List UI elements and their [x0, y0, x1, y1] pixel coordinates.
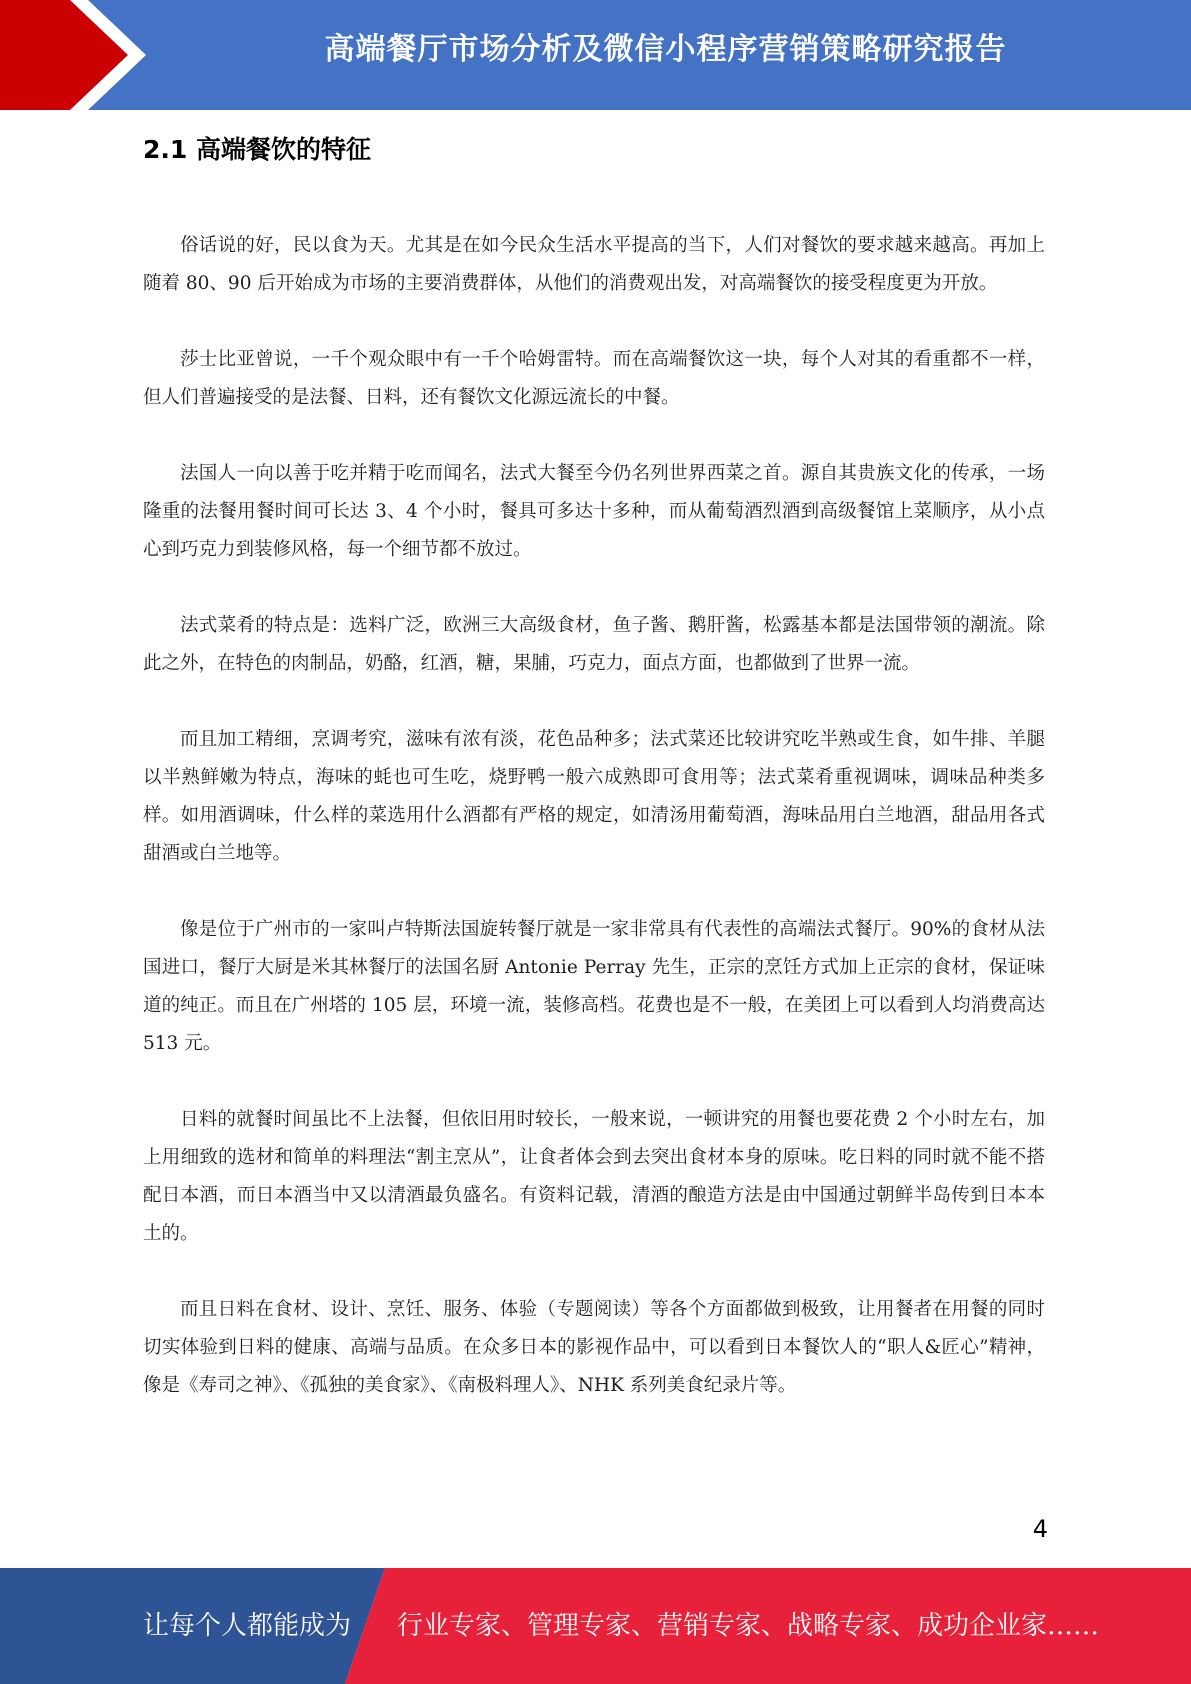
footer-banner — [0, 1568, 1191, 1684]
footer-slogan-right: 行业专家、管理专家、营销专家、战略专家、成功企业家…… — [397, 1611, 1100, 1641]
header-chevron-decoration — [0, 0, 160, 110]
paragraph: 法国人一向以善于吃并精于吃而闻名，法式大餐至今仍名列世界西菜之首。源自其贵族文化的传承，一场隆重的法餐用餐时间可长达 3、4 个小时，餐具可多达十多种，而从葡萄酒烈酒到高级餐馆上菜顺序，从小点心到巧克力到装修风格，每一个细节都不放过。 — [143, 463, 1045, 560]
section-title: 2.1 高端餐饮的特征 — [143, 135, 371, 164]
header-banner — [0, 0, 1191, 110]
body-text — [143, 227, 1045, 1405]
paragraph: 而且日料在食材、设计、烹饪、服务、体验（专题阅读）等各个方面都做到极致，让用餐者在用餐的同时切实体验到日料的健康、高端与品质。在众多日本的影视作品中，可以看到日本餐饮人的“职人&匠心”精神，像是《寿司之神》、《孤独的美食家》、《南极料理人》、NHK 系列美食纪录片等。 — [143, 1299, 1045, 1396]
paragraph: 俗话说的好，民以食为天。尤其是在如今民众生活水平提高的当下，人们对餐饮的要求越来越高。再加上随着 80、90 后开始成为市场的主要消费群体，从他们的消费观出发，对高端餐饮的接受程度更为开放。 — [143, 235, 1045, 294]
paragraph: 莎士比亚曾说，一千个观众眼中有一千个哈姆雷特。而在高端餐饮这一块，每个人对其的看重都不一样，但人们普遍接受的是法餐、日料，还有餐饮文化源远流长的中餐。 — [143, 349, 1045, 408]
paragraph: 法式菜肴的特点是：选料广泛，欧洲三大高级食材，鱼子酱、鹅肝酱，松露基本都是法国带领的潮流。除此之外，在特色的肉制品，奶酪，红酒，糖，果脯，巧克力，面点方面，也都做到了世界一流。 — [143, 615, 1045, 674]
report-title: 高端餐厅市场分析及微信小程序营销策略研究报告 — [324, 32, 1007, 67]
page-number: 4 — [1032, 1515, 1048, 1543]
main-content — [143, 128, 1045, 1443]
paragraph: 像是位于广州市的一家叫卢特斯法国旋转餐厅就是一家非常具有代表性的高端法式餐厅。90%的食材从法国进口，餐厅大厨是米其林餐厅的法国名厨 Antonie Perray 先生，正宗的烹饪方式加上正宗的食材，保证味道的纯正。而且在广州塔的 105 层，环境一流，装修高档。花费也是不一般，在美团上可以看到人均消费高达 513 元。 — [143, 919, 1045, 1054]
footer-slogan-left: 让每个人都能成为 — [143, 1611, 352, 1641]
paragraph: 日料的就餐时间虽比不上法餐，但依旧用时较长，一般来说，一顿讲究的用餐也要花费 2 个小时左右，加上用细致的选材和简单的料理法“割主烹从”，让食者体会到去突出食材本身的原味。吃日料的同时就不能不搭配日本酒，而日本酒当中又以清酒最负盛名。有资料记载，清酒的酿造方法是由中国通过朝鲜半岛传到日本本土的。 — [143, 1109, 1045, 1244]
paragraph: 而且加工精细，烹调考究，滋味有浓有淡，花色品种多；法式菜还比较讲究吃半熟或生食，如牛排、羊腿以半熟鲜嫩为特点，海味的蚝也可生吃，烧野鸭一般六成熟即可食用等；法式菜肴重视调味，调味品种类多样。如用酒调味，什么样的菜选用什么酒都有严格的规定，如清汤用葡萄酒，海味品用白兰地酒，甜品用各式甜酒或白兰地等。 — [143, 729, 1045, 864]
